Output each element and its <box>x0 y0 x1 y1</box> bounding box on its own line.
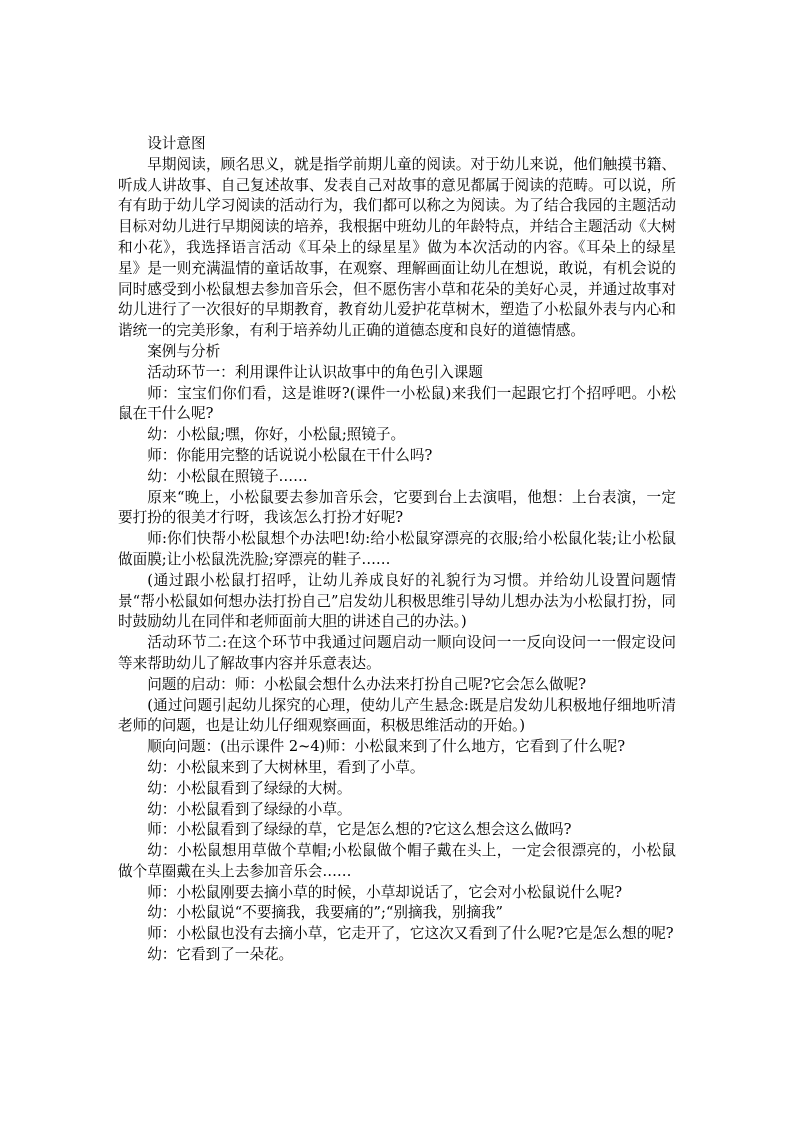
paragraph-dialogue: 师：小松鼠也没有去摘小草，它走开了，它这次又看到了什么呢?它是怎么想的呢? <box>147 925 674 943</box>
paragraph-dialogue: 幼：小松鼠看到了绿绿的大树。 <box>147 779 352 797</box>
paragraph-dialogue: 幼：小松鼠想用草做个草帽;小松鼠做个帽子戴在头上，一定会很漂亮的，小松鼠做个草圈戴在头上去参加音乐会…… <box>118 842 676 880</box>
paragraph-dialogue: 幼：它看到了一朵花。 <box>147 946 294 964</box>
section-heading-design-intent: 设计意图 <box>147 135 206 152</box>
paragraph-forward-question: 顺向问题：(出示课件 2~4)师：小松鼠来到了什么地方，它看到了什么呢? <box>147 738 626 756</box>
paragraph-dialogue: 师:你们快帮小松鼠想个办法吧!幼:给小松鼠穿漂亮的衣服;给小松鼠化装;让小松鼠做面膜;让小松鼠洗洗脸;穿漂亮的鞋子…… <box>118 530 676 568</box>
paragraph-activity-step-1: 活动环节一：利用课件让认识故事中的角色引入课题 <box>147 363 483 381</box>
paragraph-activity-step-2: 活动环节二:在这个环节中我通过问题启动一顺向设问一一反向设问一一假定设问等来帮助幼儿了解故事内容并乐意表达。 <box>118 634 676 672</box>
paragraph-dialogue: 师：小松鼠刚要去摘小草的时候，小草却说话了，它会对小松鼠说什么呢? <box>147 883 623 901</box>
paragraph-dialogue: 幼：小松鼠在照镜子…… <box>147 467 308 485</box>
section-heading-case-analysis: 案例与分析 <box>147 342 221 360</box>
paragraph-analysis-note: (通过问题引起幼儿探究的心理，使幼儿产生悬念:既是启发幼儿积极地仔细地听清老师的问题，也是让幼儿仔细观察画面，积极思维活动的开始。) <box>118 696 676 735</box>
paragraph-dialogue: 幼：小松鼠看到了绿绿的小草。 <box>147 800 352 818</box>
document-body <box>118 134 676 966</box>
paragraph-analysis-note: (通过跟小松鼠打招呼，让幼儿养成良好的礼貌行为习惯。并给幼儿设置问题情景“帮小松鼠如何想办法打扮自己”启发幼儿积极思维引导幼儿想办法为小松鼠打扮，同时鼓励幼儿在同伴和老师面前大胆的讲述自己的办法。) <box>118 571 676 631</box>
paragraph-story: 原来“晚上，小松鼠要去参加音乐会，它要到台上去演唱，他想：上台表演，一定要打扮的很美才行呀，我该怎么打扮才好呢? <box>118 488 676 527</box>
paragraph-dialogue: 幼：小松鼠说“不要摘我，我要痛的”;“别摘我，别摘我” <box>147 904 504 922</box>
paragraph-dialogue: 师：宝宝们你们看，这是谁呀?(课件一小松鼠)来我们一起跟它打个招呼吧。小松鼠在干什么呢? <box>118 384 676 423</box>
paragraph-question-start: 问题的启动：师：小松鼠会想什么办法来打扮自己呢?它会怎么做呢? <box>147 675 587 693</box>
paragraph-dialogue: 师：小松鼠看到了绿绿的草，它是怎么想的?它这么想会这么做吗? <box>147 821 572 839</box>
paragraph-design-intent: 早期阅读，顾名思义，就是指学前期儿童的阅读。对于幼儿来说，他们触摸书籍、听成人讲故事、自己复述故事、发表自己对故事的意见都属于阅读的范畴。可以说，所有有助于幼儿学习阅读的活动行为，我们都可以称之为阅读。为了结合我园的主题活动目标对幼儿进行早期阅读的培养，我根据中班幼儿的年龄特点，并结合主题活动《大树和小花》，我选择语言活动《耳朵上的绿星星》做为本次活动的内容。《耳朵上的绿星星》是一则充满温情的童话故事，在观察、理解画面让幼儿在想说，敢说，有机会说的同时感受到小松鼠想去参加音乐会，但不愿伤害小草和花朵的美好心灵，并通过故事对幼儿进行了一次很好的早期教育，教育幼儿爱护花草树木，塑造了小松鼠外表与内心和谐统一的完美形象，有利于培养幼儿正确的道德态度和良好的道德情感。 <box>118 155 676 340</box>
paragraph-dialogue: 幼：小松鼠;嘿，你好，小松鼠;照镜子。 <box>147 426 406 444</box>
paragraph-dialogue: 幼：小松鼠来到了大树林里，看到了小草。 <box>147 758 425 776</box>
paragraph-dialogue: 师：你能用完整的话说说小松鼠在干什么吗? <box>147 446 433 464</box>
